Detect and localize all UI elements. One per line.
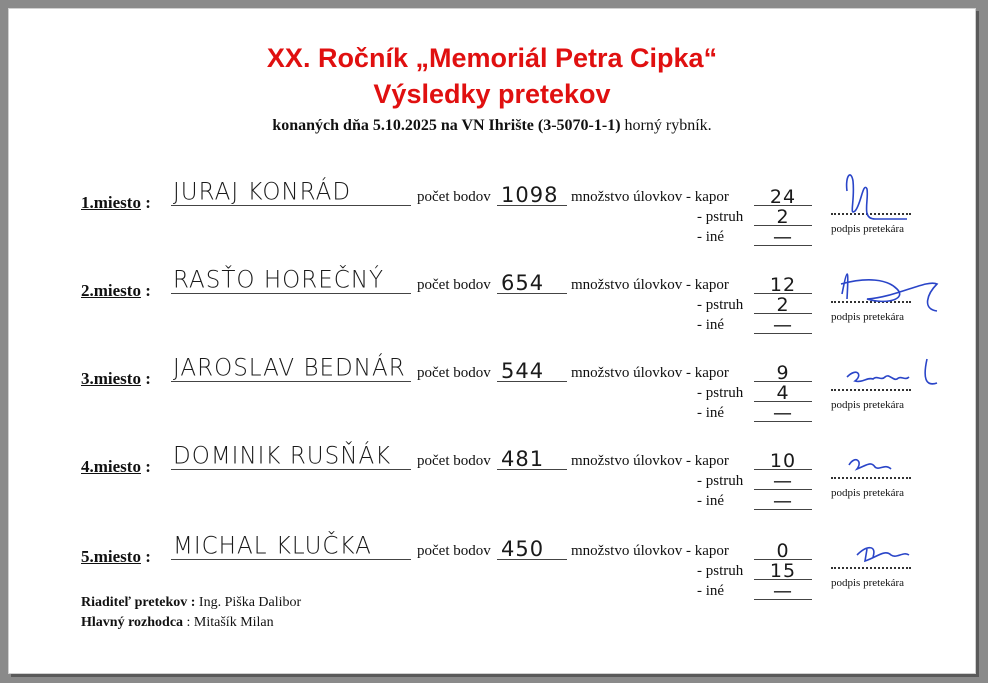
signature-label: podpis pretekára <box>831 487 904 499</box>
kapor-count: 12 <box>769 274 797 296</box>
event-date-location: konaných dňa 5.10.2025 na VN Ihrište (3-5070-1-1) <box>272 117 621 134</box>
ine-field <box>754 581 812 600</box>
kapor-field <box>754 451 812 470</box>
page-title: XX. Ročník „Memoriál Petra Cipka“ <box>266 43 718 73</box>
event-pond: horný rybník. <box>620 117 712 134</box>
page-subtitle-title: Výsledky pretekov <box>373 79 611 109</box>
kapor-field <box>754 541 812 560</box>
pstruh-field <box>754 383 812 402</box>
kapor-count: 24 <box>769 186 797 208</box>
signature-stroke <box>849 460 891 469</box>
catch-kapor-label: množstvo úlovkov - kapor <box>571 453 729 469</box>
pstruh-label: - pstruh <box>697 385 744 401</box>
competitor-name-field <box>171 353 411 382</box>
points-field <box>497 535 567 560</box>
ine-label: - iné <box>697 317 725 333</box>
place-label: 3.miesto : <box>81 369 151 388</box>
competitor-name-field <box>171 177 411 206</box>
ine-label: - iné <box>697 405 725 421</box>
signature-label: podpis pretekára <box>831 223 904 235</box>
result-row-3 <box>9 343 975 424</box>
place-label: 4.miesto : <box>81 457 151 476</box>
points-label: počet bodov <box>417 365 491 381</box>
director-name: Ing. Piška Dalibor <box>198 595 302 610</box>
kapor-count: 0 <box>776 540 790 562</box>
ine-count: — <box>773 580 793 602</box>
ine-field <box>754 227 812 246</box>
signature-label: podpis pretekára <box>831 399 904 411</box>
signature-image <box>827 249 947 319</box>
points-value: 481 <box>501 447 545 471</box>
signature-label: podpis pretekára <box>831 577 904 589</box>
place-label: 2.miesto : <box>81 281 151 300</box>
catch-kapor-label: množstvo úlovkov - kapor <box>571 365 729 381</box>
points-label: počet bodov <box>417 453 491 469</box>
ine-count: — <box>773 402 793 424</box>
pstruh-label: - pstruh <box>697 297 744 313</box>
kapor-field <box>754 275 812 294</box>
signature-image <box>827 337 947 407</box>
referee-line <box>81 615 274 631</box>
points-label: počet bodov <box>417 277 491 293</box>
ine-count: — <box>773 314 793 336</box>
ine-field <box>754 491 812 510</box>
place-label: 1.miesto : <box>81 193 151 212</box>
pstruh-count: 4 <box>776 382 790 404</box>
pstruh-count: 2 <box>776 206 790 228</box>
ine-label: - iné <box>697 583 725 599</box>
catch-kapor-label: množstvo úlovkov - kapor <box>571 189 729 205</box>
points-field <box>497 181 567 206</box>
pstruh-label: - pstruh <box>697 563 744 579</box>
referee-name: : Mitašík Milan <box>186 615 274 630</box>
ine-field <box>754 403 812 422</box>
points-field <box>497 445 567 470</box>
director-label: Riaditeľ pretekov : <box>81 595 196 610</box>
competitor-name: JAROSLAV BEDNÁR <box>173 354 406 382</box>
pstruh-field <box>754 561 812 580</box>
competitor-name: RASŤO HOREČNÝ <box>173 266 385 294</box>
pstruh-label: - pstruh <box>697 473 744 489</box>
signature-stroke <box>847 175 907 219</box>
pstruh-count: — <box>773 470 793 492</box>
kapor-field <box>754 363 812 382</box>
ine-field <box>754 315 812 334</box>
points-label: počet bodov <box>417 543 491 559</box>
ine-count: — <box>773 490 793 512</box>
event-details <box>9 117 975 135</box>
result-row-5 <box>9 521 975 602</box>
signature-stroke <box>857 548 909 561</box>
place-label: 5.miesto : <box>81 547 151 566</box>
pstruh-label: - pstruh <box>697 209 744 225</box>
pstruh-count: 2 <box>776 294 790 316</box>
points-value: 654 <box>501 271 545 295</box>
kapor-field <box>754 187 812 206</box>
points-field <box>497 269 567 294</box>
ine-label: - iné <box>697 229 725 245</box>
points-value: 544 <box>501 359 545 383</box>
points-label: počet bodov <box>417 189 491 205</box>
result-row-1 <box>9 167 975 248</box>
results-sheet <box>8 8 976 674</box>
pstruh-field <box>754 295 812 314</box>
signature-label: podpis pretekára <box>831 311 904 323</box>
referee-label: Hlavný rozhodca <box>81 615 184 630</box>
points-field <box>497 357 567 382</box>
signature-image <box>827 515 947 585</box>
result-row-2 <box>9 255 975 336</box>
signature-stroke <box>847 359 937 384</box>
competitor-name-field <box>171 531 411 560</box>
signature-image <box>827 425 947 495</box>
competitor-name: MICHAL KLUČKA <box>173 532 372 560</box>
competitor-name: DOMINIK RUSŇÁK <box>173 442 392 470</box>
signature-image <box>827 161 947 231</box>
competitor-name-field <box>171 265 411 294</box>
signature-stroke <box>841 274 937 311</box>
competitor-name-field <box>171 441 411 470</box>
ine-label: - iné <box>697 493 725 509</box>
points-value: 1098 <box>501 183 559 207</box>
competitor-name: JURAJ KONRÁD <box>173 178 352 206</box>
pstruh-count: 15 <box>769 560 797 582</box>
catch-kapor-label: množstvo úlovkov - kapor <box>571 277 729 293</box>
kapor-count: 9 <box>776 362 790 384</box>
pstruh-field <box>754 207 812 226</box>
catch-kapor-label: množstvo úlovkov - kapor <box>571 543 729 559</box>
kapor-count: 10 <box>769 450 797 472</box>
pstruh-field <box>754 471 812 490</box>
director-line <box>81 595 301 611</box>
ine-count: — <box>773 226 793 248</box>
result-row-4 <box>9 431 975 512</box>
points-value: 450 <box>501 537 545 561</box>
